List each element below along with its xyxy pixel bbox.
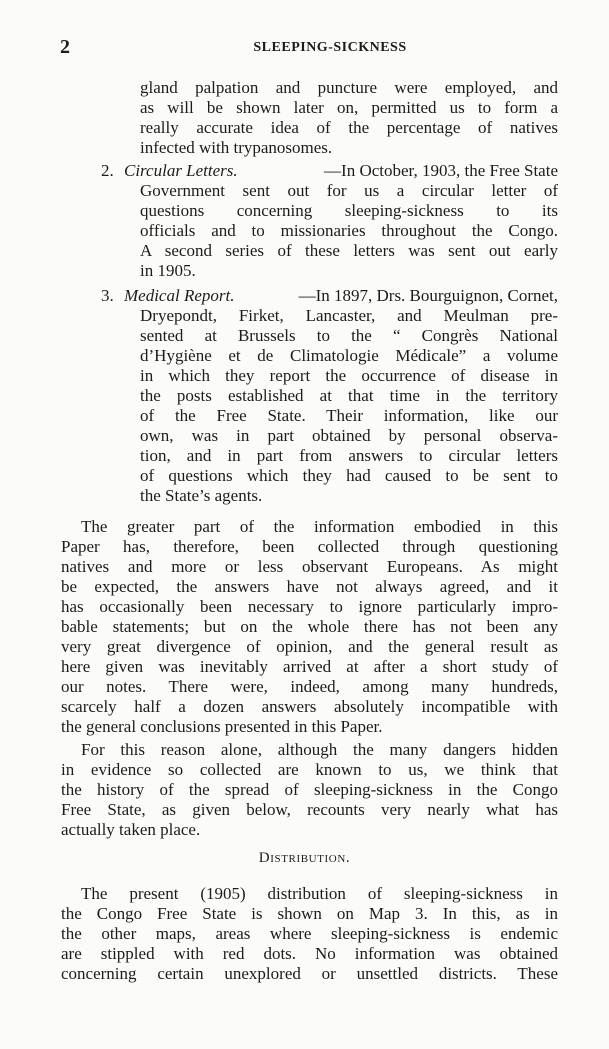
- list-item-title: Medical Report.: [124, 286, 235, 305]
- text-line: scarcely half a dozen answers absolutely incompatible with: [61, 697, 558, 716]
- text-line: are stippled with red dots. No information was obtained: [61, 944, 558, 963]
- list-item-title: Circular Letters.: [124, 161, 238, 180]
- text-line: Dryepondt, Firket, Lancaster, and Meulman pre-: [140, 306, 558, 325]
- text-line: natives and more or less observant Europeans. As might: [61, 557, 558, 576]
- text-line: the general conclusions presented in this Paper.: [61, 717, 383, 736]
- list-item-number: 2.: [101, 161, 114, 180]
- text-line: the posts established at that time in the territory: [140, 386, 558, 405]
- text-line: the other maps, areas where sleeping-sickness is endemic: [61, 924, 558, 943]
- list-item-number: 3.: [101, 286, 114, 305]
- text-line: concerning certain unexplored or unsettled districts. These: [61, 964, 558, 983]
- text-line: tion, and in part from answers to circular letters: [140, 446, 558, 465]
- running-title: SLEEPING-SICKNESS: [253, 40, 407, 55]
- text-line: bable statements; but on the whole there has not been any: [61, 617, 558, 636]
- page-header: [60, 36, 560, 58]
- text-line: has occasionally been necessary to ignore particularly impro-: [61, 597, 558, 616]
- text-line: gland palpation and puncture were employed, and: [140, 78, 558, 97]
- text-line: in evidence so collected are known to us, we think that: [61, 760, 558, 779]
- text-line: in 1905.: [140, 261, 196, 280]
- text-line: sented at Brussels to the “ Congrès National: [140, 326, 558, 345]
- text-line: —In October, 1903, the Free State: [324, 161, 558, 180]
- page-number: 2: [60, 36, 70, 58]
- text-line: actually taken place.: [61, 820, 201, 839]
- text-line: Government sent out for us a circular letter of: [140, 181, 558, 200]
- text-line: Free State, as given below, recounts very nearly what has: [61, 800, 558, 819]
- list-item-first-line: [124, 285, 558, 306]
- text-line: own, was in part obtained by personal observa-: [140, 426, 558, 445]
- text-line: in which they report the occurrence of disease in: [140, 366, 558, 385]
- text-line: here given was inevitably arrived at after a short study of: [61, 657, 558, 676]
- text-line: be expected, the answers have not always agreed, and it: [61, 577, 558, 596]
- text-line: as will be shown later on, permitted us to form a: [140, 98, 558, 117]
- list-item-first-line: [124, 160, 558, 181]
- text-line: very great divergence of opinion, and the general result as: [61, 637, 558, 656]
- text-line: —In 1897, Drs. Bourguignon, Cornet,: [298, 286, 558, 305]
- text-line: infected with trypanosomes.: [140, 138, 333, 157]
- text-line: of questions which they had caused to be sent to: [140, 466, 558, 485]
- text-line: of the Free State. Their information, like our: [140, 406, 558, 425]
- text-line: Paper has, therefore, been collected through questioning: [61, 537, 558, 556]
- text-line: questions concerning sleeping-sickness to its: [140, 201, 558, 220]
- text-line: the history of the spread of sleeping-sickness in the Congo: [61, 780, 558, 799]
- text-line: the State’s agents.: [140, 486, 263, 505]
- text-line: For this reason alone, although the many dangers hidden: [81, 740, 558, 759]
- text-line: really accurate idea of the percentage of natives: [140, 118, 558, 137]
- text-line: our notes. There were, indeed, among many hundreds,: [61, 677, 558, 696]
- section-heading: Distribution.: [258, 850, 351, 866]
- text-line: A second series of these letters was sent out early: [140, 241, 558, 260]
- text-line: The greater part of the information embodied in this: [81, 517, 558, 536]
- text-line: officials and to missionaries throughout the Congo.: [140, 221, 558, 240]
- text-line: d’Hygiène et de Climatologie Médicale” a volume: [140, 346, 558, 365]
- text-line: the Congo Free State is shown on Map 3. In this, as in: [61, 904, 558, 923]
- text-line: The present (1905) distribution of sleeping-sickness in: [81, 884, 558, 903]
